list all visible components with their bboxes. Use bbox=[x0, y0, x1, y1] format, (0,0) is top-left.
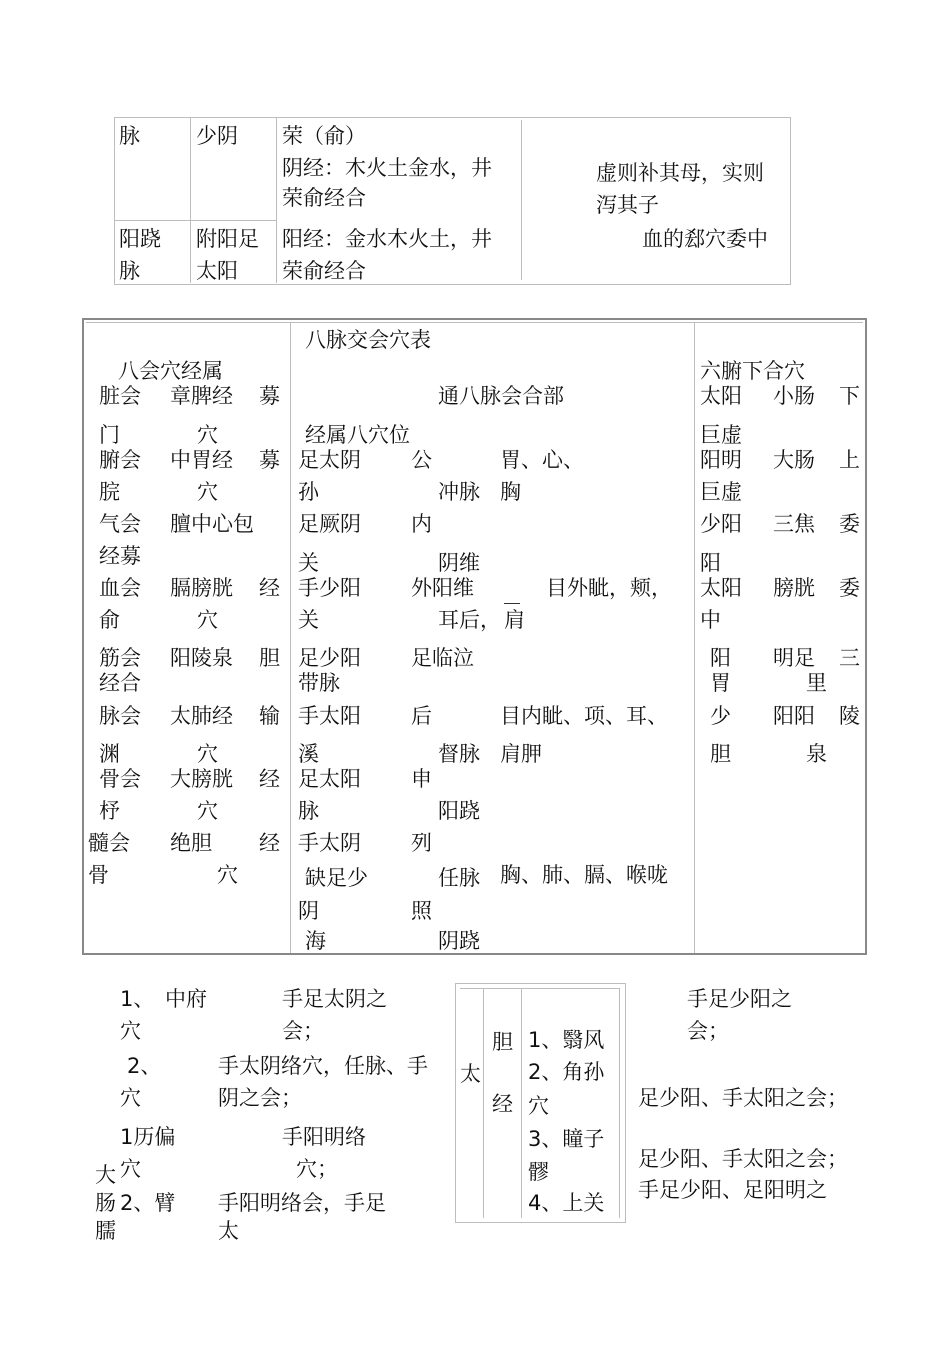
left-line: 胆 bbox=[259, 646, 280, 670]
right-line: 阳 bbox=[700, 551, 721, 575]
mid-line: 冲脉 bbox=[438, 480, 480, 504]
left-line: 穴 bbox=[197, 799, 218, 823]
cell-yang-jing: 阳经：金水木火土，井 bbox=[282, 227, 492, 251]
left-line: 骨会 bbox=[99, 767, 141, 791]
mid-line: 足少阳 bbox=[298, 646, 361, 670]
table-2-right-border bbox=[865, 318, 867, 955]
mini-table-divider bbox=[619, 988, 620, 1218]
right-col-title: 六腑下合穴 bbox=[700, 359, 805, 383]
mid-line: 阴维 bbox=[438, 551, 480, 575]
mid-line: 胃、心、 bbox=[500, 448, 584, 472]
right-line: 陵 bbox=[839, 704, 860, 728]
bottom-left-line: 大 bbox=[95, 1163, 116, 1187]
mini-item: 穴 bbox=[528, 1094, 549, 1118]
mid-line: 脉 bbox=[298, 799, 319, 823]
bottom-left-line: 阴之会； bbox=[218, 1086, 302, 1110]
left-line: 募 bbox=[259, 384, 280, 408]
mini-item: 2、角孙 bbox=[528, 1060, 605, 1084]
right-line: 泉 bbox=[806, 742, 827, 766]
mid-line: 溪 bbox=[298, 742, 319, 766]
underline-mark bbox=[504, 603, 520, 604]
cell-yangqiao: 阳跷 bbox=[119, 227, 161, 251]
bottom-right-line: 足少阳、手太阳之会； bbox=[638, 1086, 848, 1110]
left-line: 穴 bbox=[197, 742, 218, 766]
mid-line: 督脉 bbox=[438, 742, 480, 766]
cell-rong-shu: 荣（俞） bbox=[282, 124, 366, 148]
mid-line: 阴跷 bbox=[438, 929, 480, 953]
mid-line: 带脉 bbox=[298, 671, 340, 695]
left-line: 门 bbox=[99, 423, 120, 447]
cell-shaoyin: 少阴 bbox=[196, 124, 238, 148]
mid-line: 公 bbox=[411, 448, 432, 472]
mid-line: 孙 bbox=[298, 480, 319, 504]
left-line: 经募 bbox=[99, 544, 141, 568]
right-line: 委 bbox=[839, 512, 860, 536]
cell-yin-jing: 阴经：木火土金水，井 bbox=[282, 156, 492, 180]
right-line: 胆 bbox=[710, 742, 731, 766]
bottom-left-line: 手太阴络穴，任脉、手 bbox=[218, 1054, 428, 1078]
right-line: 少阳 bbox=[700, 512, 742, 536]
left-line: 阳陵泉 bbox=[170, 646, 233, 670]
right-line: 太阳 bbox=[700, 576, 742, 600]
mid-line: 阳跷 bbox=[438, 799, 480, 823]
left-line: 中胃经 bbox=[170, 448, 233, 472]
right-line: 太阳 bbox=[700, 384, 742, 408]
cell-fuyang: 附阳足 bbox=[196, 227, 259, 251]
left-line: 膻中心包 bbox=[170, 512, 254, 536]
right-line: 阳阳 bbox=[773, 704, 815, 728]
right-line: 明足 bbox=[773, 646, 815, 670]
mid-col-head: 经属八穴位 bbox=[305, 423, 410, 447]
bottom-left-line: 1、 bbox=[120, 987, 155, 1011]
bottom-left-line: 穴 bbox=[120, 1019, 141, 1043]
left-line: 太肺经 bbox=[170, 704, 233, 728]
bottom-left-line: 2、 bbox=[127, 1054, 162, 1078]
mini-table-divider bbox=[521, 988, 522, 1218]
mini-table-divider bbox=[483, 988, 484, 1218]
mid-line: 胸、肺、膈、喉咙 bbox=[500, 863, 668, 887]
mid-line: 目内眦、项、耳、 bbox=[500, 704, 668, 728]
bottom-right-line: 手足少阳、足阳明之 bbox=[638, 1178, 827, 1202]
bottom-left-line: 穴 bbox=[120, 1086, 141, 1110]
left-line: 穴 bbox=[217, 863, 238, 887]
cell-yangqiao-cont: 脉 bbox=[119, 259, 140, 283]
bottom-right-line: 手足少阳之 bbox=[687, 987, 792, 1011]
left-line: 绝胆 bbox=[170, 831, 212, 855]
left-line: 腑会 bbox=[99, 448, 141, 472]
table-title: 八脉交会穴表 bbox=[305, 328, 431, 352]
mid-line: 照 bbox=[411, 899, 432, 923]
table-1-divider bbox=[276, 118, 277, 283]
left-line: 俞 bbox=[99, 608, 120, 632]
mid-line: 后 bbox=[411, 704, 432, 728]
mini-item: 3、瞳子 bbox=[528, 1127, 605, 1151]
rule-text: 虚则补其母，实则 bbox=[596, 161, 764, 185]
left-line: 穴 bbox=[197, 480, 218, 504]
bottom-left-line: 手足太阴之 bbox=[282, 987, 387, 1011]
mid-line: 缺足少 bbox=[305, 866, 368, 890]
left-line: 脏会 bbox=[99, 384, 141, 408]
mini-table-divider bbox=[460, 988, 620, 989]
mid-line: 关 bbox=[298, 551, 319, 575]
left-line: 章脾经 bbox=[170, 384, 233, 408]
mid-line: 海 bbox=[305, 929, 326, 953]
bottom-left-line: 2、臂 bbox=[120, 1191, 176, 1215]
right-line: 阳明 bbox=[700, 448, 742, 472]
left-line: 经 bbox=[259, 767, 280, 791]
table-2-col-divider bbox=[290, 322, 291, 953]
right-line: 委 bbox=[839, 576, 860, 600]
right-line: 下 bbox=[839, 384, 860, 408]
mid-line: 外阳维 bbox=[411, 576, 474, 600]
table-1-divider bbox=[114, 220, 276, 221]
right-line: 三焦 bbox=[773, 512, 815, 536]
mid-line: 内 bbox=[411, 512, 432, 536]
table-2-bottom-border bbox=[82, 953, 867, 955]
left-line: 筋会 bbox=[99, 646, 141, 670]
mid-line: 肩胛 bbox=[500, 742, 542, 766]
right-line: 中 bbox=[700, 608, 721, 632]
mid-line: 手太阳 bbox=[298, 704, 361, 728]
left-line: 杼 bbox=[99, 799, 120, 823]
left-line: 脘 bbox=[99, 480, 120, 504]
table-1-divider bbox=[521, 120, 522, 280]
left-line: 输 bbox=[259, 704, 280, 728]
rule-text-cont: 泻其子 bbox=[596, 193, 659, 217]
right-line: 巨虚 bbox=[700, 480, 742, 504]
bottom-left-line: 中府 bbox=[165, 987, 207, 1011]
mid-line: 足厥阴 bbox=[298, 512, 361, 536]
left-line: 穴 bbox=[197, 608, 218, 632]
table-2-left-border bbox=[82, 318, 84, 955]
table-1-divider bbox=[190, 118, 191, 283]
left-line: 骨 bbox=[88, 863, 109, 887]
table-2-inner-top bbox=[86, 322, 863, 323]
mid-line: 任脉 bbox=[438, 866, 480, 890]
mid-line: 肩 bbox=[504, 608, 525, 632]
cell-fuyang-cont: 太阳 bbox=[196, 259, 238, 283]
bottom-left-line: 肠 bbox=[95, 1191, 116, 1215]
bottom-left-line: 手阳明络 bbox=[282, 1125, 366, 1149]
cell-yang-jing-cont: 荣俞经合 bbox=[282, 259, 366, 283]
cell-mai: 脉 bbox=[119, 124, 140, 148]
mid-line: 手太阴 bbox=[298, 831, 361, 855]
left-line: 脉会 bbox=[99, 704, 141, 728]
left-line: 经 bbox=[259, 576, 280, 600]
bottom-left-line: 穴 bbox=[120, 1157, 141, 1181]
table-2-top-border bbox=[82, 318, 867, 320]
right-line: 上 bbox=[839, 448, 860, 472]
bottom-left-line: 手阳明络会，手足 bbox=[218, 1191, 386, 1215]
cell-yin-jing-cont: 荣俞经合 bbox=[282, 186, 366, 210]
mid-line: 关 bbox=[298, 608, 319, 632]
right-line: 阳 bbox=[710, 646, 731, 670]
bottom-left-line: 太 bbox=[218, 1219, 239, 1243]
bottom-right-line: 足少阳、手太阳之会； bbox=[638, 1147, 848, 1171]
mini-cell-jing: 经 bbox=[492, 1092, 513, 1116]
xi-point-note: 血的郄穴委中 bbox=[642, 227, 768, 251]
mid-line: 申 bbox=[411, 767, 432, 791]
mid-line: 足太阴 bbox=[298, 448, 361, 472]
right-line: 小肠 bbox=[773, 384, 815, 408]
right-line: 里 bbox=[806, 671, 827, 695]
mid-line: 足太阳 bbox=[298, 767, 361, 791]
mid-line: 列 bbox=[411, 831, 432, 855]
right-line: 胃 bbox=[710, 671, 731, 695]
right-line: 三 bbox=[839, 646, 860, 670]
left-line: 髓会 bbox=[88, 831, 130, 855]
mini-cell-tai: 太 bbox=[460, 1062, 481, 1086]
mid-col-subtitle: 通八脉会合部 bbox=[438, 384, 564, 408]
left-line: 气会 bbox=[99, 512, 141, 536]
right-line: 大肠 bbox=[773, 448, 815, 472]
mini-item: 1、翳风 bbox=[528, 1028, 605, 1052]
mid-line: 耳后， bbox=[438, 608, 501, 632]
left-line: 血会 bbox=[99, 576, 141, 600]
mini-item: 髎 bbox=[528, 1160, 549, 1184]
table-2-col-divider bbox=[694, 322, 695, 953]
left-line: 穴 bbox=[197, 423, 218, 447]
left-line: 大膀胱 bbox=[170, 767, 233, 791]
left-line: 募 bbox=[259, 448, 280, 472]
right-line: 膀胱 bbox=[773, 576, 815, 600]
mini-cell-dan: 胆 bbox=[492, 1030, 513, 1054]
left-line: 膈膀胱 bbox=[170, 576, 233, 600]
right-line: 少 bbox=[710, 704, 731, 728]
left-line: 经 bbox=[259, 831, 280, 855]
mini-item: 4、上关 bbox=[528, 1191, 605, 1215]
bottom-left-line: 会； bbox=[282, 1019, 324, 1043]
mid-line: 目外眦，颊， bbox=[546, 576, 672, 600]
bottom-right-line: 会； bbox=[687, 1019, 729, 1043]
mid-line: 足临泣 bbox=[411, 646, 474, 670]
bottom-left-line: 穴； bbox=[296, 1157, 338, 1181]
bottom-left-line: 1历偏 bbox=[120, 1125, 176, 1149]
left-col-title: 八会穴经属 bbox=[118, 359, 223, 383]
left-line: 经合 bbox=[99, 671, 141, 695]
left-line: 渊 bbox=[99, 742, 120, 766]
bottom-left-line: 臑 bbox=[95, 1219, 116, 1243]
mid-line: 手少阳 bbox=[298, 576, 361, 600]
mid-line: 胸 bbox=[500, 480, 521, 504]
mid-line: 阴 bbox=[298, 899, 319, 923]
right-line: 巨虚 bbox=[700, 423, 742, 447]
